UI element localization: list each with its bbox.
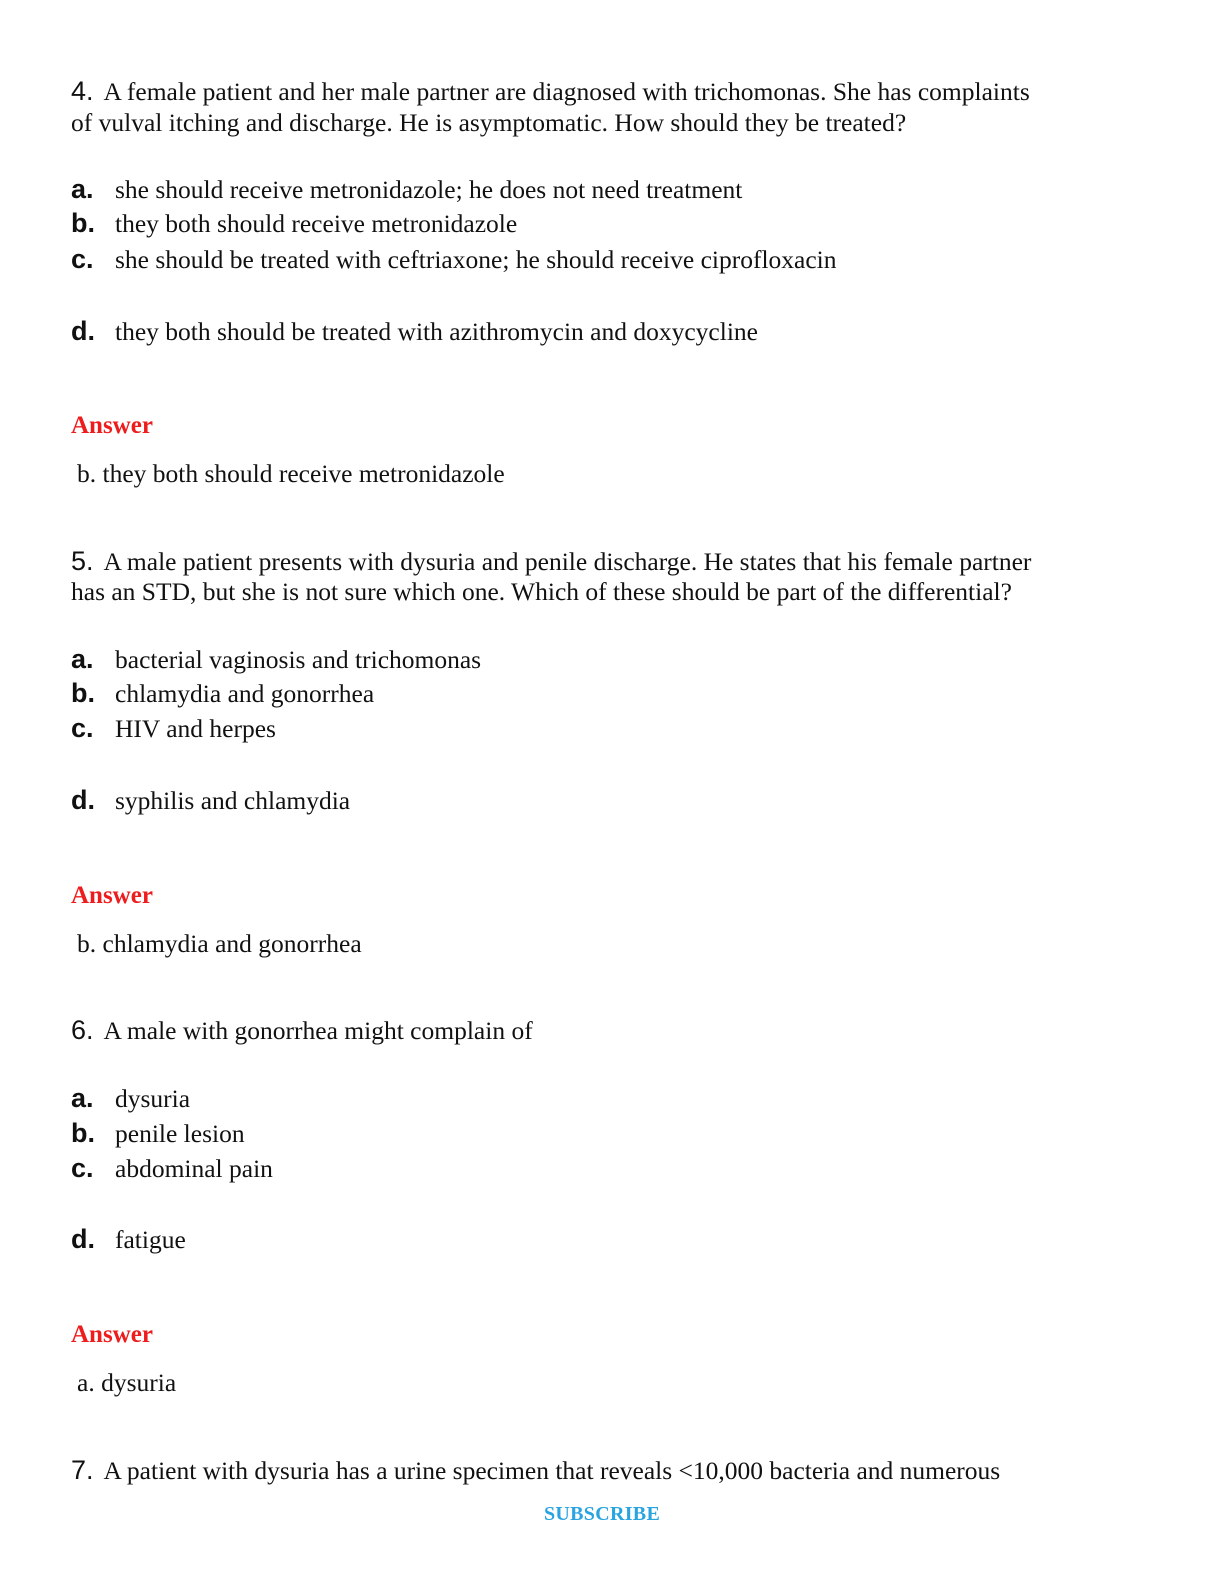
question-4-option-b bbox=[71, 208, 517, 239]
question-text: A patient with dysuria has a urine specimen that reveals <10,000 bacteria and numerous bbox=[103, 1456, 1001, 1485]
question-4-option-c bbox=[71, 244, 837, 275]
question-6-option-c bbox=[71, 1153, 273, 1184]
option-text: penile lesion bbox=[115, 1119, 245, 1148]
option-letter: b. bbox=[71, 678, 95, 708]
question-4-option-a bbox=[71, 174, 742, 205]
option-text: syphilis and chlamydia bbox=[115, 786, 351, 815]
subscribe-link[interactable]: SUBSCRIBE bbox=[544, 1503, 661, 1525]
option-text: chlamydia and gonorrhea bbox=[115, 679, 375, 708]
option-text: they both should receive metronidazole bbox=[115, 209, 518, 238]
question-4-line-1 bbox=[71, 76, 1030, 107]
option-text: she should receive metronidazole; he does not need treatment bbox=[115, 175, 743, 204]
question-number: 6. bbox=[71, 1015, 94, 1045]
answer-heading: Answer bbox=[71, 412, 153, 439]
question-number: 5. bbox=[71, 546, 94, 576]
option-letter: a. bbox=[71, 644, 94, 674]
option-text: she should be treated with ceftriaxone; he should receive ciprofloxacin bbox=[115, 245, 837, 274]
answer-heading: Answer bbox=[71, 882, 153, 909]
option-letter: d. bbox=[71, 316, 95, 346]
question-text: A male patient presents with dysuria and penile discharge. He states that his female partner bbox=[103, 547, 1032, 576]
question-5-line-1 bbox=[71, 546, 1031, 577]
question-text: A male with gonorrhea might complain of bbox=[103, 1016, 533, 1045]
question-5-line-2: has an STD, but she is not sure which one. Which of these should be part of the differential? bbox=[71, 577, 1012, 606]
option-letter: b. bbox=[71, 1118, 95, 1148]
question-6-line-1 bbox=[71, 1015, 533, 1046]
answer-text: a. dysuria bbox=[77, 1368, 177, 1397]
option-text: bacterial vaginosis and trichomonas bbox=[115, 645, 482, 674]
question-5-option-d bbox=[71, 785, 350, 816]
question-7-line-1 bbox=[71, 1455, 1000, 1486]
option-text: dysuria bbox=[115, 1084, 191, 1113]
question-4-line-2: of vulval itching and discharge. He is asymptomatic. How should they be treated? bbox=[71, 108, 907, 137]
option-letter: c. bbox=[71, 244, 94, 274]
question-5-option-b bbox=[71, 678, 374, 709]
answer-heading: Answer bbox=[71, 1321, 153, 1348]
question-6-option-a bbox=[71, 1083, 190, 1114]
option-text: fatigue bbox=[115, 1225, 186, 1254]
option-letter: c. bbox=[71, 1153, 94, 1183]
option-letter: a. bbox=[71, 1083, 94, 1113]
option-letter: c. bbox=[71, 713, 94, 743]
question-6-option-b bbox=[71, 1118, 245, 1149]
question-number: 4. bbox=[71, 76, 94, 106]
option-letter: d. bbox=[71, 785, 95, 815]
option-text: abdominal pain bbox=[115, 1154, 273, 1183]
question-text: A female patient and her male partner are diagnosed with trichomonas. She has complaints bbox=[103, 77, 1030, 106]
question-number: 7. bbox=[71, 1455, 94, 1485]
question-4-option-d bbox=[71, 316, 758, 347]
option-letter: d. bbox=[71, 1224, 95, 1254]
question-5-option-a bbox=[71, 644, 481, 675]
option-text: HIV and herpes bbox=[115, 714, 276, 743]
option-letter: a. bbox=[71, 174, 94, 204]
answer-text: b. chlamydia and gonorrhea bbox=[77, 929, 362, 958]
option-text: they both should be treated with azithromycin and doxycycline bbox=[115, 317, 758, 346]
question-5-option-c bbox=[71, 713, 276, 744]
answer-text: b. they both should receive metronidazole bbox=[77, 459, 505, 488]
option-letter: b. bbox=[71, 208, 95, 238]
question-6-option-d bbox=[71, 1224, 186, 1255]
